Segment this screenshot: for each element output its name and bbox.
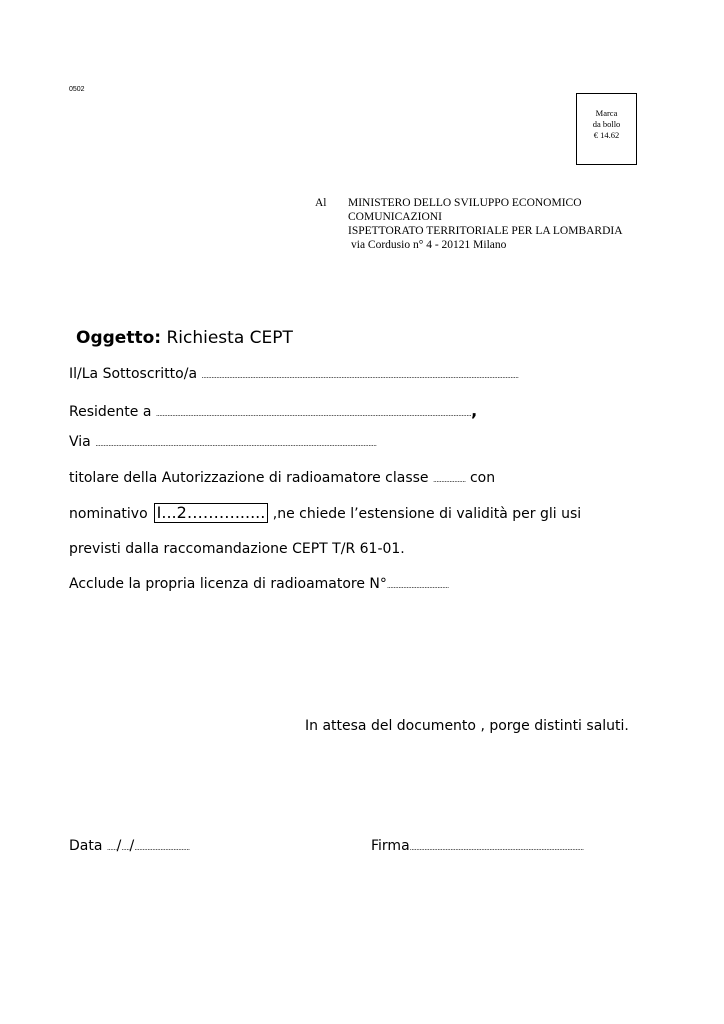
signature-line [371,838,584,854]
subject-label: Oggetto: [76,328,162,348]
signature-label: Firma [371,838,410,854]
residence-city-field[interactable]: .................................................................................................................................................................................................. [155,410,472,418]
signer-line [69,366,518,382]
licence-text-b: con [469,470,496,486]
resident-label: Residente a [69,404,152,420]
enclosure-line [69,576,449,592]
callsign-label: nominativo [69,506,148,522]
street-field[interactable]: ............................................................................................................................................................................. [95,440,377,448]
address-line-2: COMUNICAZIONI [348,211,442,223]
callsign-line [69,503,581,523]
subject-text: Richiesta CEPT [166,328,293,348]
licence-number-field[interactable]: ...................................... [386,582,449,590]
date-slash-1: / [116,838,122,854]
enclosure-text: Acclude la propria licenza di radioamatore N° [69,576,387,592]
date-month-field[interactable]: ..... [121,844,130,852]
licence-text-a: titolare della Autorizzazione di radioamatore classe [69,470,429,486]
stamp-line-1: Marca [595,108,618,118]
closing-salutation: In attesa del documento , porge distinti saluti. [305,718,629,734]
stamp-line-2: da bollo [592,119,621,129]
street-label: Via [69,434,91,450]
recipient-address [348,196,623,252]
address-line-4: via Cordusio n° 4 - 20121 Milano [351,239,507,251]
date-day-field[interactable]: ...... [106,844,117,852]
residence-comma: , [471,401,478,420]
address-prefix: Al [315,197,327,209]
address-line-3: ISPETTORATO TERRITORIALE PER LA LOMBARDIA [348,225,623,237]
licence-class-field[interactable]: .................... [432,476,466,484]
address-line-1: MINISTERO DELLO SVILUPPO ECONOMICO [348,197,582,209]
residence-line [69,401,477,420]
date-label: Data [69,838,103,854]
signature-field[interactable]: ........................................................................................................... [409,844,584,852]
date-slash-2: / [129,838,135,854]
subject-line [76,328,293,348]
date-line [69,838,190,854]
callsign-field[interactable]: I...2………...... [154,503,269,523]
street-line [69,434,376,450]
signer-name-field[interactable]: ................................................................................................................................................................................................... [201,372,519,380]
revenue-stamp-box [576,93,637,165]
recommendation-line: previsti dalla raccomandazione CEPT T/R 61-01. [69,541,405,557]
signer-label: Il/La Sottoscritto/a [69,366,198,382]
licence-line [69,470,495,486]
callsign-text: ,ne chiede l’estensione di validità per gli usi [272,506,582,522]
date-year-field[interactable]: .................................. [134,844,190,852]
stamp-line-3: € 14.62 [593,130,620,140]
form-code: 0502 [69,86,85,93]
